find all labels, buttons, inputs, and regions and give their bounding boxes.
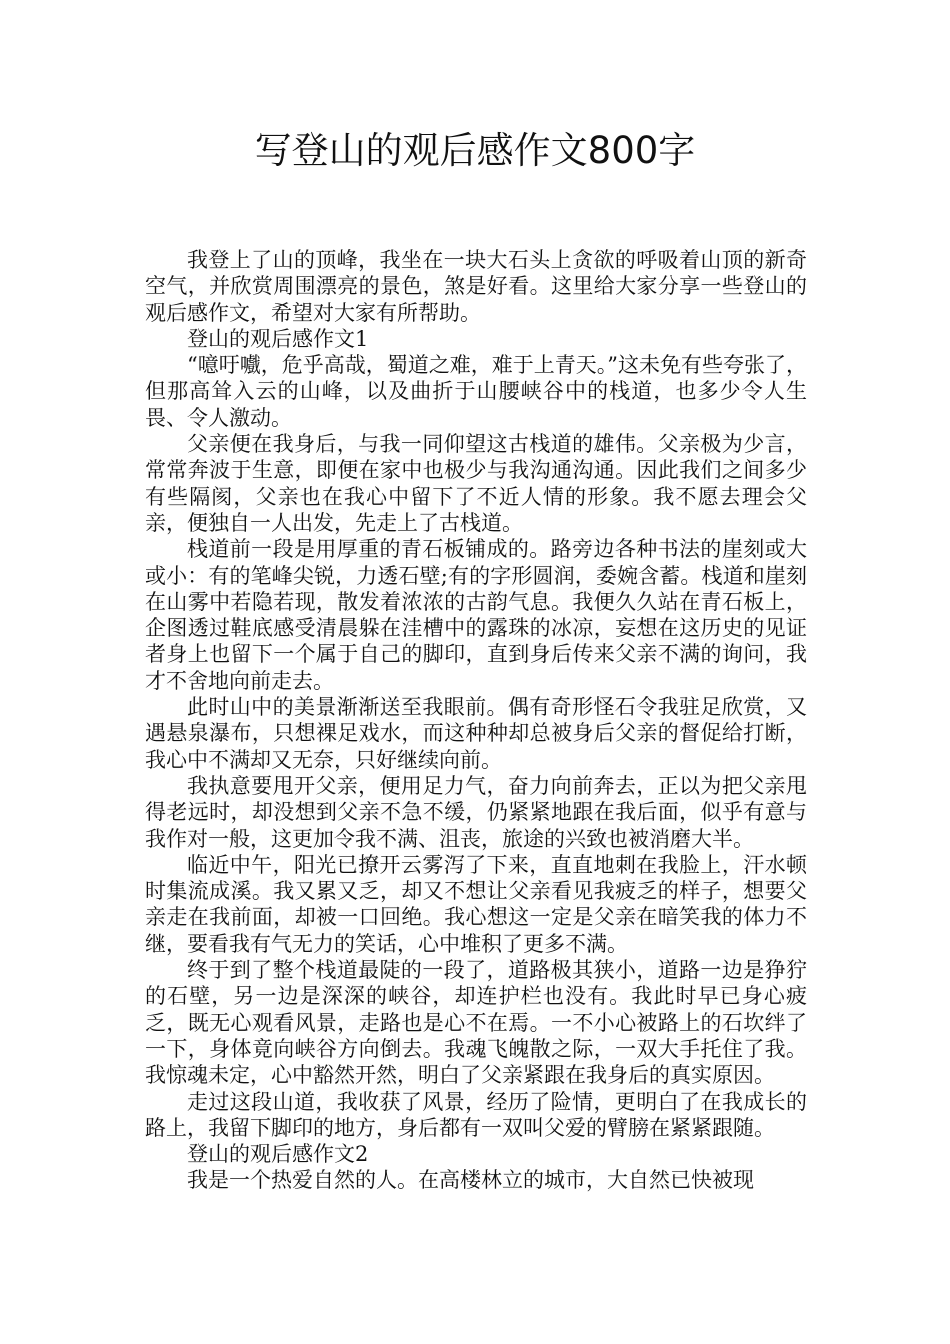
body-paragraph: 临近中午，阳光已撩开云雾泻了下来，直直地刺在我脸上，汗水顿时集流成溪。我又累又乏，却又不想让父亲看见我疲乏的样子，想要父亲走在我前面，却被一口回绝。我心想这一定是父亲在暗笑我的体力不继，要看我有气无力的笑话，心中堆积了更多不满。 bbox=[145, 852, 807, 956]
body-paragraph: 走过这段山道，我收获了风景，经历了险情，更明白了在我成长的路上，我留下脚印的地方，身后都有一双叫父爱的臂膀在紧紧跟随。 bbox=[145, 1089, 807, 1140]
section-heading-essay-1: 登山的观后感作文1 bbox=[187, 326, 369, 351]
body-paragraph: 父亲便在我身后，与我一同仰望这古栈道的雄伟。父亲极为少言，常常奔波于生意，即便在家中也极少与我沟通沟通。因此我们之间多少有些隔阂，父亲也在我心中留下了不近人情的形象。我不愿去理会父亲，便独自一人出发，先走上了古栈道。 bbox=[145, 432, 807, 535]
body-paragraph: 我是一个热爱自然的人。在高楼林立的城市，大自然已快被现 bbox=[187, 1168, 754, 1193]
document-body bbox=[145, 247, 807, 1194]
body-paragraph: 栈道前一段是用厚重的青石板铺成的。路旁边各种书法的崖刻或大或小：有的笔峰尖锐，力透石壁;有的字形圆润，委婉含蓄。栈道和崖刻在山雾中若隐若现，散发着浓浓的古韵气息。我便久久站在青石板上，企图透过鞋底感受清晨躲在洼槽中的露珠的冰凉，妄想在这历史的见证者身上也留下一个属于自己的脚印，直到身后传来父亲不满的询问，我才不舍地向前走去。 bbox=[145, 537, 807, 693]
document-title: 写登山的观后感作文800字 bbox=[254, 129, 696, 172]
body-paragraph: 终于到了整个栈道最陡的一段了，道路极其狭小，道路一边是狰狞的石壁，另一边是深深的峡谷，却连护栏也没有。我此时早已身心疲乏，既无心观看风景，走路也是心不在焉。一不小心被路上的石坎绊了一下，身体竟向峡谷方向倒去。我魂飞魄散之际，一双大手托住了我。我惊魂未定，心中豁然开然，明白了父亲紧跟在我身后的真实原因。 bbox=[145, 958, 807, 1088]
body-paragraph: 我执意要甩开父亲，便用足力气，奋力向前奔去，正以为把父亲甩得老远时，却没想到父亲不急不缓，仍紧紧地跟在我后面，似乎有意与我作对一般，这更加令我不满、沮丧，旅途的兴致也被消磨大半。 bbox=[145, 773, 807, 851]
body-paragraph: “噫吁嚱，危乎高哉，蜀道之难，难于上青天。”这未免有些夸张了，但那高耸入云的山峰，以及曲折于山腰峡谷中的栈道，也多少令人生畏、令人激动。 bbox=[145, 353, 807, 430]
section-heading-essay-2: 登山的观后感作文2 bbox=[187, 1142, 369, 1167]
body-paragraph: 此时山中的美景渐渐送至我眼前。偶有奇形怪石令我驻足欣赏，又遇悬泉瀑布，只想裸足戏水，而这种种却总被身后父亲的督促给打断，我心中不满却又无奈，只好继续向前。 bbox=[145, 695, 807, 772]
intro-paragraph: 我登上了山的顶峰，我坐在一块大石头上贪欲的呼吸着山顶的新奇空气，并欣赏周围漂亮的景色，煞是好看。这里给大家分享一些登山的观后感作文，希望对大家有所帮助。 bbox=[145, 248, 807, 325]
